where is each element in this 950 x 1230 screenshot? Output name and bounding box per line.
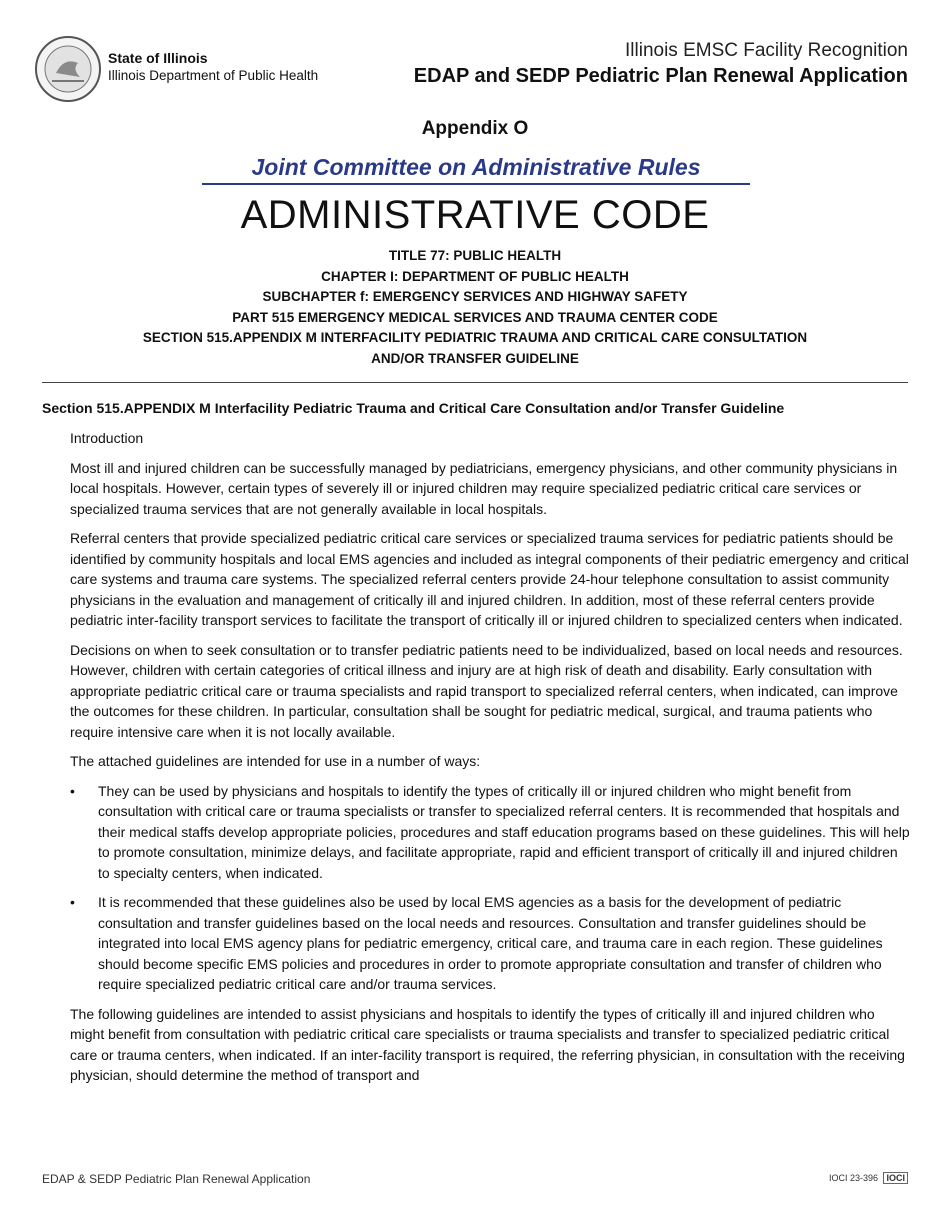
code-titles [0, 246, 950, 369]
header-line-2: EDAP and SEDP Pediatric Plan Renewal Application [413, 65, 908, 87]
jcar-underline [202, 183, 750, 185]
footer-logo-mark: IOCI [883, 1172, 908, 1184]
header-titles [414, 40, 908, 88]
paragraph: Decisions on when to seek consultation or to transfer pediatric patients need to be individualized, based on local needs and resources. However, children with certain categories of critical illness and injury are at high risk of death and disability. Early consultation with appropriate pediatric critical care or trauma specialists and rapid transport to specialized referral centers, when indicated, can improve the outcomes for these children. In particular, consultation shall be sought for pediatric medical, surgical, and trauma patients who require intensive care when it is not locally available. [70, 641, 903, 740]
code-title-line: TITLE 77: PUBLIC HEALTH [388, 248, 562, 263]
appendix-label: Appendix O [421, 118, 529, 139]
code-title-line: SECTION 515.APPENDIX M INTERFACILITY PEDIATRIC TRAUMA AND CRITICAL CARE CONSULTATION [142, 330, 808, 345]
code-title-line: CHAPTER I: DEPARTMENT OF PUBLIC HEALTH [321, 268, 629, 284]
org-name: State of Illinois [108, 50, 208, 66]
list-item [70, 892, 910, 995]
paragraph: Referral centers that provide specialized pediatric critical care services or specialized trauma services for pediatric patients should be identified by community hospitals and local EMS agencies and included as integral components of their pediatric emergency and critical care systems and trauma care systems. The specialized referral centers provide 24-hour telephone consultation to assist community physicians in the evaluation and management of critically ill and injured children. In addition, most of these referral centers provide pediatric inter-facility transport services to facilitate the transport of critically ill or injured children to specialized centers when indicated. [70, 530, 909, 628]
paragraph: The following guidelines are intended to assist physicians and hospitals to identify the types of critically ill and injured children who might benefit from consultation with pediatric critical care specialists or trauma specialists and transfer to specialized pediatric critical care or trauma centers, when indicated. If an inter-facility transport is required, the referring physician, in consultation with the receiving physician, should determine the method of transport and [70, 1005, 905, 1083]
paragraph: Most ill and injured children can be successfully managed by pediatricians, emergency physicians, and other community physicians in local hospitals. However, certain types of severely ill or injured children may require specialized pediatric critical care services or specialized trauma services that are not generally available in local hospitals. [70, 459, 898, 517]
document-body [70, 428, 910, 1095]
footer-title: EDAP & SEDP Pediatric Plan Renewal Application [42, 1172, 311, 1186]
state-seal-logo [34, 35, 102, 103]
code-title-line: SUBCHAPTER f: EMERGENCY SERVICES AND HIGHWAY SAFETY [262, 289, 688, 304]
list-item-text: It is recommended that these guidelines also be used by local EMS agencies as a basis for the development of pediatric consultation and transfer guidelines based on the local needs and resources. Consultation and transfer guidelines should be integrated into local EMS agency plans for pediatric emergency, critical care, and trauma care in each region. These guidelines should become specific EMS policies and procedures in order to promote appropriate consultation and transfer of children who require specialized pediatric critical care and/or trauma services. [98, 894, 883, 992]
org-block [108, 50, 318, 84]
footer-form-number: IOCI 23-396 [828, 1173, 878, 1183]
intro-heading: Introduction [70, 430, 144, 446]
section-heading: Section 515.APPENDIX M Interfacility Pediatric Trauma and Critical Care Consultation and/or Transfer Guideline [42, 400, 785, 416]
list-item [70, 781, 910, 884]
bullet-icon: • [70, 782, 75, 799]
header-line-1: Illinois EMSC Facility Recognition [625, 40, 908, 61]
divider [42, 382, 908, 383]
footer-code [829, 1173, 908, 1183]
jcar-title: Joint Committee on Administrative Rules [251, 154, 701, 180]
code-title-line: PART 515 EMERGENCY MEDICAL SERVICES AND TRAUMA CENTER CODE [232, 309, 718, 325]
list-item-text: They can be used by physicians and hospitals to identify the types of critically ill or injured children who might benefit from consultation with critical care or trauma specialists or transfer to specialized referral centers. It is recommended that hospitals and their medical staffs develop appropriate policies, procedures and staff education programs based on these guidelines. This will help to promote consultation, minimize delays, and facilitate appropriate, rapid and efficient transport of critically ill and injured children to specialty centers, when indicated. [98, 782, 910, 881]
bullet-icon: • [70, 894, 75, 910]
org-dept: Illinois Department of Public Health [108, 68, 319, 83]
paragraph: The attached guidelines are intended for use in a number of ways: [70, 753, 481, 769]
code-title-line: AND/OR TRANSFER GUIDELINE [371, 350, 579, 366]
admin-code-title: ADMINISTRATIVE CODE [240, 193, 710, 237]
jcar-banner [202, 154, 750, 185]
